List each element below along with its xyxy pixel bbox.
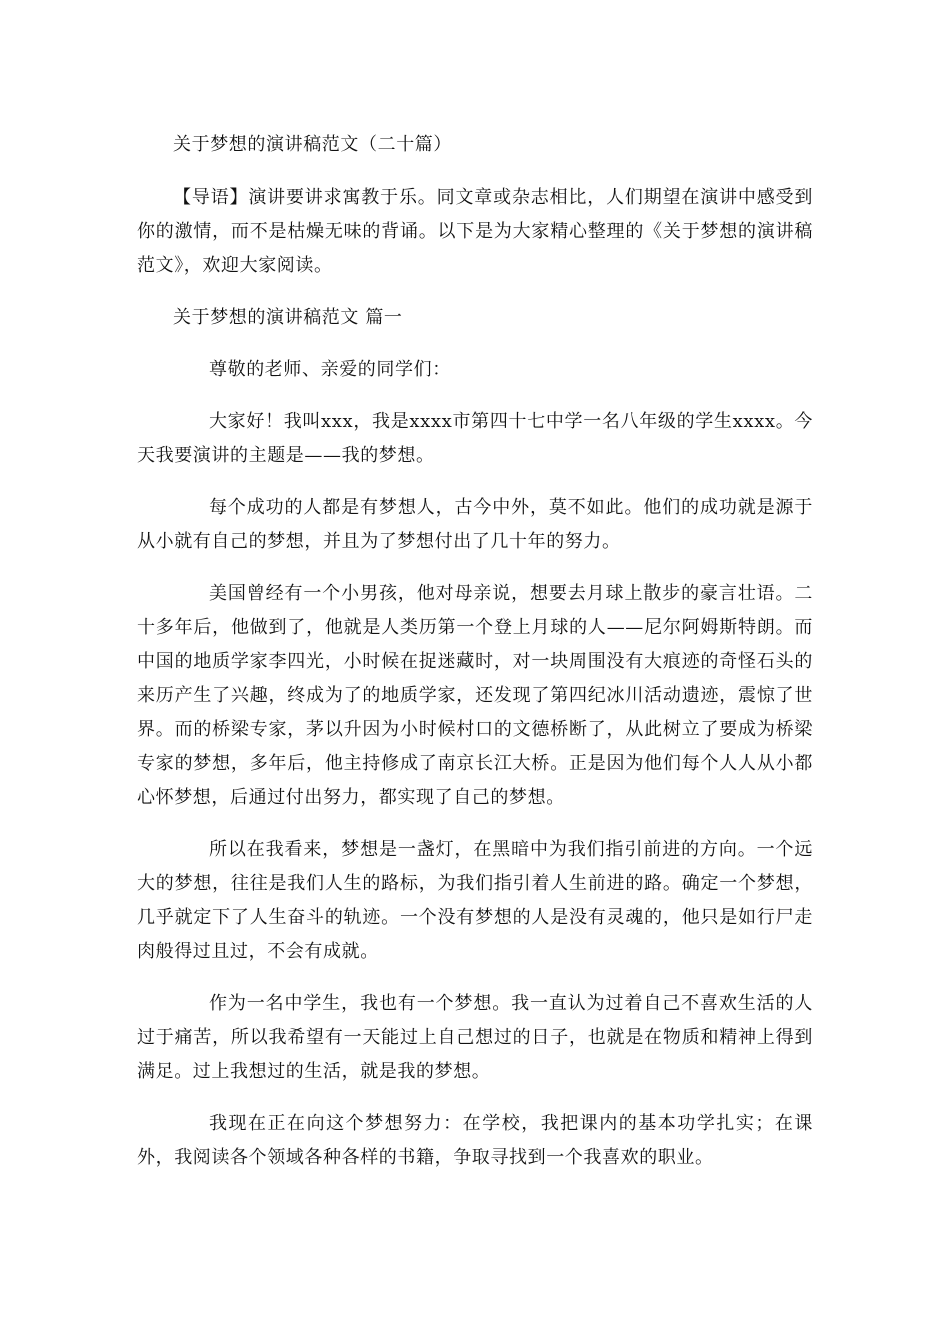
section-heading: 关于梦想的演讲稿范文 篇一 <box>173 307 403 328</box>
body-paragraph: 作为一名中学生，我也有一个梦想。我一直认为过着自己不喜欢生活的人过于痛苦，所以我希望有一天能过上自己想过的日子，也就是在物质和精神上得到满足。过上我想过的生活，就是我的梦想。 <box>137 993 813 1082</box>
intro-paragraph: 【导语】演讲要讲求寓教于乐。同文章或杂志相比，人们期望在演讲中感受到你的激情，而不是枯燥无味的背诵。以下是为大家精心整理的《关于梦想的演讲稿范文》，欢迎大家阅读。 <box>137 187 813 276</box>
body-paragraph: 每个成功的人都是有梦想人，古今中外，莫不如此。他们的成功就是源于从小就有自己的梦想，并且为了梦想付出了几十年的努力。 <box>137 497 813 552</box>
salutation: 尊敬的老师、亲爱的同学们： <box>209 359 451 380</box>
body-paragraph: 我现在正在向这个梦想努力：在学校，我把课内的基本功学扎实；在课外，我阅读各个领域各种各样的书籍，争取寻找到一个我喜欢的职业。 <box>137 1113 813 1168</box>
body-paragraph: 大家好！我叫xxx，我是xxxx市第四十七中学一名八年级的学生xxxx。今天我要演讲的主题是——我的梦想。 <box>137 411 813 466</box>
document-title: 关于梦想的演讲稿范文（二十篇） <box>173 134 452 155</box>
document-body <box>137 128 813 1193</box>
body-paragraph: 所以在我看来，梦想是一盏灯，在黑暗中为我们指引前进的方向。一个远大的梦想，往往是我们人生的路标，为我们指引着人生前进的路。确定一个梦想，几乎就定下了人生奋斗的轨迹。一个没有梦想的人是没有灵魂的，他只是如行尸走肉般得过且过，不会有成就。 <box>137 839 813 962</box>
body-paragraph: 美国曾经有一个小男孩，他对母亲说，想要去月球上散步的豪言壮语。二十多年后，他做到了，他就是人类历第一个登上月球的人——尼尔阿姆斯特朗。而中国的地质学家李四光，小时候在捉迷藏时，对一块周围没有大痕迹的奇怪石头的来历产生了兴趣，终成为了的地质学家，还发现了第四纪冰川活动遗迹，震惊了世界。而的桥梁专家，茅以升因为小时候村口的文德桥断了，从此树立了要成为桥梁专家的梦想，多年后，他主持修成了南京长江大桥。正是因为他们每个人人从小都心怀梦想，后通过付出努力，都实现了自己的梦想。 <box>137 583 813 808</box>
